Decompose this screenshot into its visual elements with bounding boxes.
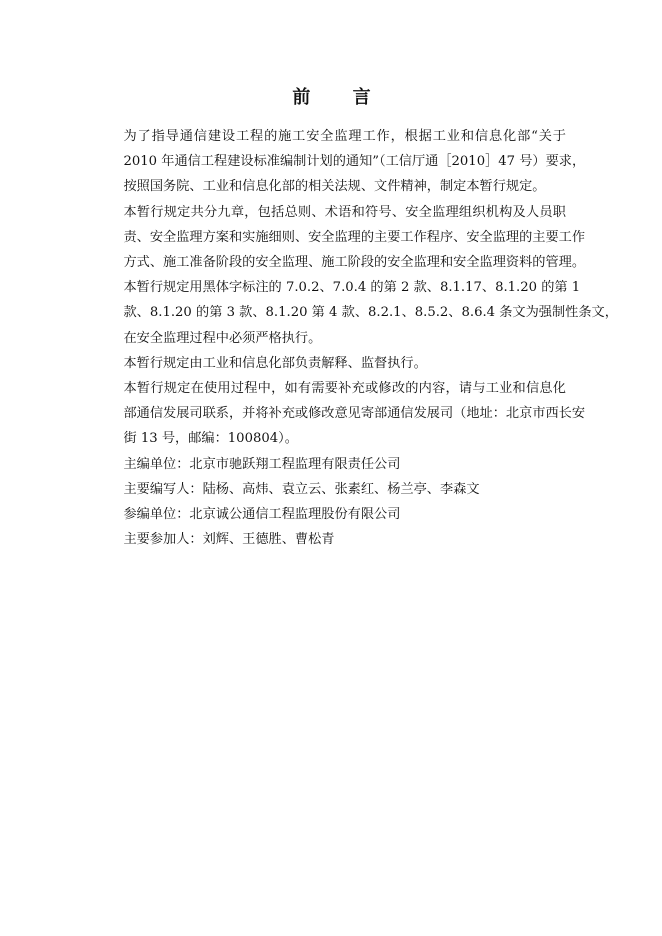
credit-chief-editor-unit: 主编单位：北京市驰跃翔工程监理有限责任公司: [123, 456, 401, 472]
credits-section: [97, 452, 566, 553]
paragraph-line: 2010 年通信工程建设标准编制计划的通知”（工信厅通［2010］47 号）要求，: [123, 154, 586, 170]
preface-body: [97, 124, 618, 452]
paragraph-line: 方式、施工准备阶段的安全监理、施工阶段的安全监理和安全监理资料的管理。: [123, 255, 586, 271]
credit-participating-unit: 参编单位：北京诚公通信工程监理股份有限公司: [123, 507, 401, 523]
credit-main-participants: 主要参加人：刘辉、王德胜、曹松青: [123, 532, 335, 548]
paragraph-line: 部通信发展司联系，并将补充或修改意见寄部通信发展司（地址：北京市西长安: [123, 406, 586, 422]
paragraph-line: 为了指导通信建设工程的施工安全监理工作，根据工业和信息化部“关于: [123, 129, 566, 144]
paragraph-line: 在安全监理过程中必须严格执行。: [123, 330, 322, 346]
paragraph-line: 街 13 号，邮编：100804）。: [123, 431, 298, 447]
paragraph-interpretation: [97, 351, 566, 376]
paragraph-line: 本暂行规定由工业和信息化部负责解释、监督执行。: [123, 355, 427, 371]
paragraph-line: 本暂行规定用黑体字标注的 7.0.2、7.0.4 的第 2 款、8.1.17、8.1.20 的第 1: [123, 280, 581, 296]
page-title: 前 言: [292, 87, 389, 108]
paragraph-line: 按照国务院、工业和信息化部的相关法规、文件精神，制定本暂行规定。: [123, 179, 546, 195]
paragraph-line: 本暂行规定在使用过程中，如有需要补充或修改的内容，请与工业和信息化: [123, 381, 566, 397]
paragraph-mandatory-clauses: [97, 275, 618, 351]
paragraph-purpose: [97, 124, 586, 200]
paragraph-line: 款、8.1.20 的第 3 款、8.1.20 第 4 款、8.2.1、8.5.2、8.6.4 条文为强制性条文，: [123, 305, 618, 321]
paragraph-line: 本暂行规定共分九章，包括总则、术语和符号、安全监理组织机构及人员职: [123, 204, 566, 220]
paragraph-feedback: [97, 376, 586, 452]
paragraph-line: 责、安全监理方案和实施细则、安全监理的主要工作程序、安全监理的主要工作: [123, 229, 586, 245]
paragraph-structure: [97, 200, 586, 276]
credit-main-authors: 主要编写人：陆杨、高炜、袁立云、张素红、杨兰亭、李森文: [123, 481, 480, 497]
